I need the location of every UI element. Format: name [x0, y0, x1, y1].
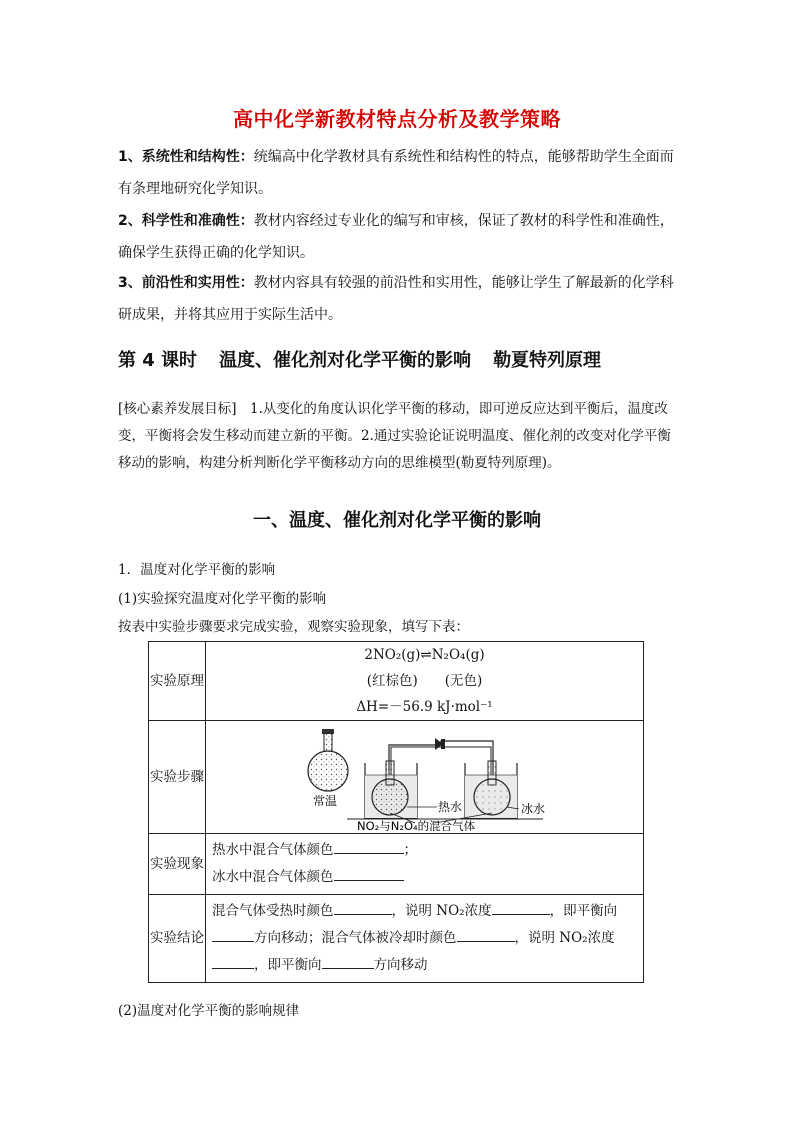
feature-label: 3、前沿性和实用性： — [118, 275, 254, 291]
goals-label: [核心素养发展目标] — [118, 401, 237, 417]
enthalpy-value: ΔH=－56.9 kJ·mol⁻¹ — [356, 699, 493, 715]
conclusion-text: 方向移动 — [373, 957, 428, 973]
conclusion-text: ，即平衡向 — [549, 903, 618, 919]
punctuation: ； — [403, 842, 417, 858]
answer-blank[interactable] — [334, 839, 404, 854]
ice-water-beaker — [465, 761, 517, 818]
room-temperature-flask — [308, 729, 348, 791]
subheading-1b: (2)温度对化学平衡的影响规律 — [118, 1003, 300, 1019]
page-title: 高中化学新教材特点分析及教学策略 — [233, 107, 561, 131]
phen-cold-text: 冰水中混合气体颜色 — [212, 869, 334, 885]
lesson-number: 第 4 课时 — [118, 350, 198, 371]
table-row — [149, 642, 644, 721]
hot-water-beaker — [365, 761, 417, 818]
reaction-equation: 2NO₂(g)⇌N₂O₄(g) — [364, 647, 485, 663]
conclusion-header: 实验结论 — [149, 895, 206, 983]
subheading-1: 1．温度对化学平衡的影响 — [118, 562, 276, 578]
mixture-label: NO₂与N₂O₄的混合气体 — [356, 819, 475, 831]
hot-water-label: 热水 — [437, 800, 462, 814]
phenomenon-header: 实验现象 — [149, 834, 206, 895]
subheading-1a: (1)实验探究温度对化学平衡的影响 — [118, 591, 327, 607]
experiment-table — [148, 641, 644, 983]
room-temp-label: 常温 — [312, 794, 337, 808]
conclusion-text: 混合气体受热时颜色 — [212, 903, 334, 919]
phen-hot-text: 热水中混合气体颜色 — [212, 842, 334, 858]
steps-header: 实验步骤 — [149, 721, 206, 834]
feature-label: 1、系统性和结构性： — [118, 149, 254, 165]
conclusion-text: ，即平衡向 — [254, 957, 322, 973]
table-row — [149, 721, 644, 834]
principle-cell — [206, 642, 644, 721]
feature-text: 教材内容具有较强的前沿性和实用性，能够让学生了解最新的化学科研成果，并将其应用于实际生活中。 — [118, 275, 674, 323]
answer-blank[interactable] — [334, 900, 392, 915]
core-goals-paragraph — [118, 396, 684, 477]
color-labels: (红棕色) (无色) — [366, 673, 483, 689]
answer-blank[interactable] — [322, 954, 374, 969]
feature-paragraph-3 — [118, 267, 684, 331]
answer-blank[interactable] — [334, 866, 404, 881]
principle-header: 实验原理 — [149, 642, 206, 721]
goals-text: 1.从变化的角度认识化学平衡的移动，即可逆反应达到平衡后，温度改变，平衡将会发生移动而建立新的平衡。2.通过实验论证说明温度、催化剂的改变对化学平衡移动的影响，构建分析判断化学平衡移动方向的思维模型(勒夏特列原理)。 — [118, 401, 671, 471]
conclusion-text: ，说明 NO₂浓度 — [514, 930, 615, 946]
apparatus-diagram — [295, 723, 555, 831]
feature-text: 教材内容经过专业化的编写和审核，保证了教材的科学性和准确性，确保学生获得正确的化学知识。 — [118, 213, 674, 261]
steps-cell — [206, 721, 644, 834]
section-heading: 一、温度、催化剂对化学平衡的影响 — [253, 510, 541, 531]
feature-paragraph-2 — [118, 205, 684, 269]
ice-water-label: 冰水 — [520, 802, 545, 816]
lesson-topic: 温度、催化剂对化学平衡的影响 — [219, 350, 472, 371]
answer-blank[interactable] — [212, 927, 254, 942]
conclusion-text: ，说明 NO₂浓度 — [391, 903, 492, 919]
table-row — [149, 895, 644, 983]
feature-text: 统编高中化学教材具有系统性和结构性的特点，能够帮助学生全面而有条理地研究化学知识。 — [118, 149, 674, 197]
feature-label: 2、科学性和准确性： — [118, 213, 254, 229]
instruction-text: 按表中实验步骤要求完成实验，观察实验现象，填写下表： — [118, 619, 469, 635]
answer-blank[interactable] — [212, 954, 254, 969]
lesson-principle: 勒夏特列原理 — [493, 350, 602, 371]
lesson-heading — [118, 346, 698, 372]
answer-blank[interactable] — [492, 900, 550, 915]
table-row — [149, 834, 644, 895]
phenomenon-cell — [206, 834, 644, 895]
conclusion-text: 方向移动；混合气体被冷却时颜色 — [254, 930, 457, 946]
conclusion-cell — [206, 895, 644, 983]
answer-blank[interactable] — [457, 927, 515, 942]
feature-paragraph-1 — [118, 141, 684, 205]
